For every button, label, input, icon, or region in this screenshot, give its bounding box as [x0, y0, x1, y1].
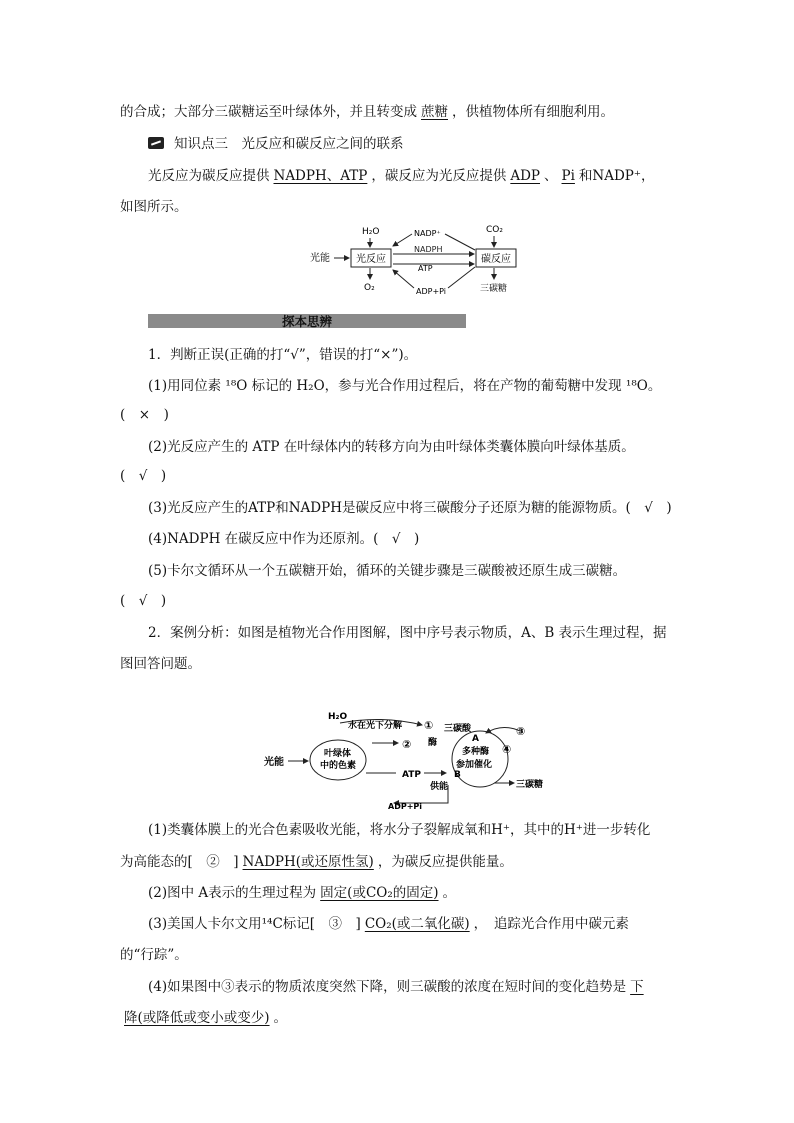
q1-item-2-answer: ( √ ) [120, 468, 167, 484]
answer-1-post: ，为碳反应提供能量。 [377, 854, 513, 870]
answer-4-blank-2: 降(或降低或变小或变少) [124, 1010, 270, 1026]
intro-line [120, 102, 794, 122]
nadph-label: NADPH [414, 245, 443, 254]
relation-answer-1: NADPH、ATP [273, 168, 368, 184]
answer-2-post: 。 [442, 885, 457, 901]
pigment-line2: 中的色素 [320, 761, 357, 771]
answer-2-pre: (2)图中 A表示的生理过程为 [148, 885, 317, 901]
relation-text: ，碳反应为光反应提供 [371, 168, 507, 184]
answer-3-blank: CO₂(或二氧化碳) [364, 916, 470, 932]
light-label: 光能 [310, 253, 330, 264]
nadp-arrow [393, 234, 412, 246]
answer-1-pre: 为高能态的[ ② ] [120, 854, 239, 870]
pigment-line1: 叶绿体 [324, 749, 352, 759]
section-banner [148, 314, 466, 328]
answer-3-post: ， 追踪光合作用中碳元素 [473, 916, 629, 932]
answer-4-line-1 [148, 977, 794, 997]
q1-stem: 1．判断正误(正确的打“√”，错误的打“×”)。 [148, 347, 418, 363]
intro-text-end: ，供植物体所有细胞利用。 [452, 104, 614, 120]
q1-item-1-answer: ( × ) [120, 407, 169, 423]
answer-4-line-2 [120, 1008, 794, 1028]
answer-2-line [148, 883, 794, 903]
relation-text: 和NADP⁺， [578, 168, 655, 184]
q1-item-3: (3)光反应产生的ATP和NADPH是碳反应中将三碳酸分子还原为糖的能源物质。( √ ) [148, 500, 672, 516]
adp-arrow-tail [448, 267, 475, 288]
q1-item-4: (4)NADPH 在碳反应中作为还原剂。( √ ) [148, 531, 420, 547]
answer-3-line-2: 的“行踪”。 [120, 947, 188, 963]
relation-answer-3: Pi [561, 168, 575, 184]
pigment-ellipse [310, 740, 366, 780]
adp-pi-label: ADP+Pi [416, 287, 447, 296]
q1-item-2: (2)光反应产生的 ATP 在叶绿体内的转移方向为由叶绿体类囊体膜向叶绿体基质。 [148, 439, 635, 455]
adp-pi-label-2: ADP+Pi [388, 802, 423, 811]
diagram-photosynthesis [262, 705, 562, 815]
relation-line-1 [148, 166, 794, 186]
diagram-light-dark-relation [300, 222, 530, 300]
answer-4-pre: (4)如果图中③表示的物质浓度突然下降，则三碳酸的浓度在短时间的变化趋势是 [148, 979, 627, 995]
knowledge-title-text: 知识点三 光反应和碳反应之间的联系 [174, 136, 404, 152]
relation-separator: 、 [544, 168, 558, 184]
q2-line-2: 图回答问题。 [120, 656, 201, 672]
atp-label: ATP [418, 264, 433, 273]
n3-label: ③ [516, 725, 526, 738]
q2-line-1: 2．案例分析：如图是植物光合作用图解，图中序号表示物质，A、B 表示生理过程，据 [148, 625, 667, 641]
split-label: 水在光下分解 [348, 721, 403, 731]
answer-1-blank: NADPH(或还原性氢) [242, 854, 374, 870]
light-reaction-label: 光反应 [356, 254, 386, 265]
n2-label: ② [402, 738, 412, 751]
sugar-label-2: 三碳糖 [516, 780, 544, 790]
n4-label: ④ [502, 743, 512, 756]
q1-item-5-answer: ( √ ) [120, 593, 167, 609]
adp-arrow [393, 270, 414, 288]
answer-4-blank-1: 下 [630, 979, 644, 995]
o2-label: O₂ [364, 283, 375, 293]
pencil-icon [148, 137, 164, 149]
answer-2-blank: 固定(或CO₂的固定) [320, 885, 439, 901]
enzymes-line1: 多种酶 [462, 747, 490, 757]
q1-item-1: (1)用同位素 ¹⁸O 标记的 H₂O，参与光合作用过程后，将在产物的葡萄糖中发现 ¹⁸O。 [148, 378, 662, 394]
knowledge-title [148, 134, 794, 154]
nadp-label: NADP⁺ [414, 229, 441, 238]
atp-label-2: ATP [402, 770, 422, 780]
co2-label: CO₂ [486, 225, 503, 235]
q1-item-5: (5)卡尔文循环从一个五碳糖开始，循环的关键步骤是三碳酸被还原生成三碳糖。 [148, 563, 627, 579]
n1-label: ① [424, 719, 434, 732]
n3-curve [486, 727, 520, 733]
intro-answer: 蔗糖 [421, 104, 448, 120]
intro-text: 的合成；大部分三碳糖运至叶绿体外，并且转变成 [120, 104, 417, 120]
light-label-2: 光能 [264, 757, 284, 768]
relation-text: 如图所示。 [120, 199, 188, 215]
d2-water-label: H₂O [328, 712, 348, 722]
answer-1-line-2 [120, 852, 794, 872]
relation-line-2 [120, 197, 794, 217]
dark-reaction-label: 碳反应 [481, 254, 511, 265]
supply-label: 供能 [430, 782, 449, 792]
answer-4-post: 。 [273, 1010, 288, 1026]
a-label: A [472, 734, 479, 744]
relation-answer-2: ADP [510, 168, 541, 184]
enzyme-label: 酶 [428, 738, 438, 748]
water-label: H₂O [362, 227, 380, 237]
c3-acid-label: 三碳酸 [444, 724, 472, 734]
sugar-label: 三碳糖 [480, 284, 508, 294]
section-banner-label: 探本思辨 [281, 314, 332, 329]
b-label: B [454, 770, 461, 780]
relation-text: 光反应为碳反应提供 [148, 168, 270, 184]
answer-3-line-1 [148, 914, 794, 934]
answer-3-pre: (3)美国人卡尔文用¹⁴C标记[ ③ ] [148, 916, 361, 932]
nadp-arrow-tail [445, 234, 475, 250]
enzymes-line2: 参加催化 [456, 760, 493, 770]
answer-1-line-1: (1)类囊体膜上的光合色素吸收光能，将水分子裂解成氧和H⁺，其中的H⁺进一步转化 [148, 822, 651, 838]
